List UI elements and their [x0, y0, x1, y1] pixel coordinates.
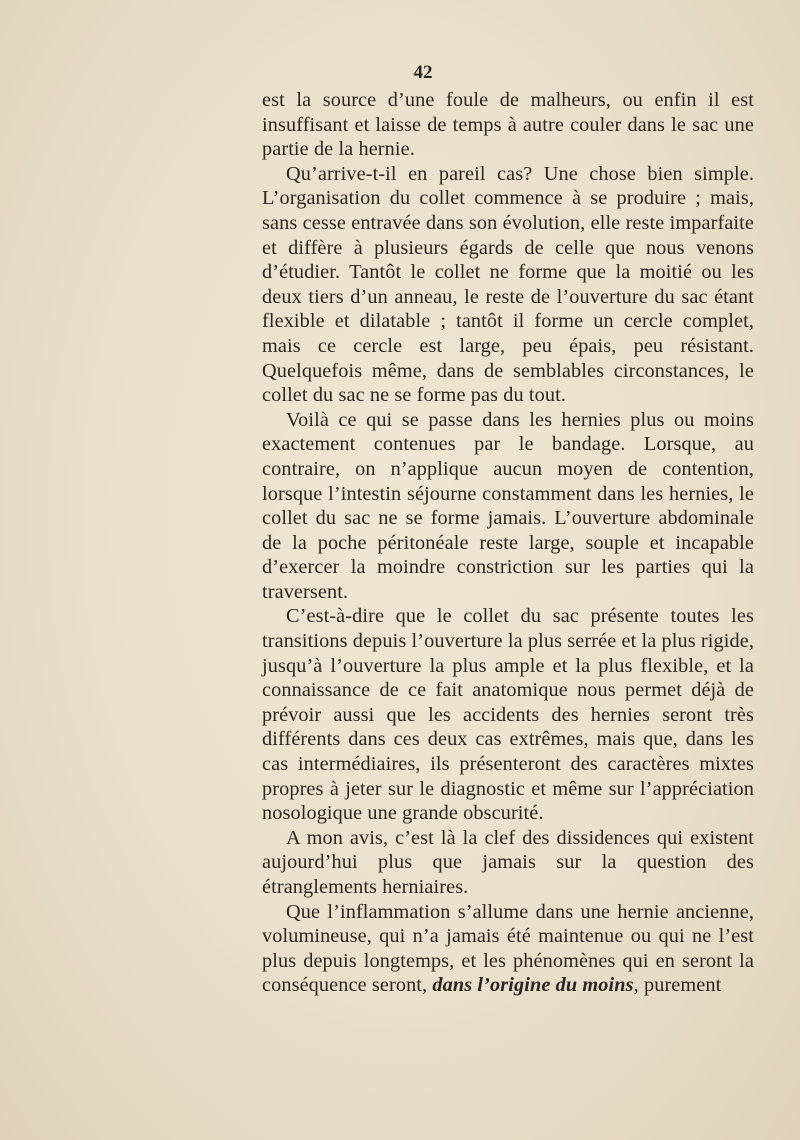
- paragraph-6-text: Que l’inflammation s’allume dans une hernie ancienne, volumineuse, qui n’a jamais été maintenue ou qui ne l’est plus depuis longtemps, et les phénomènes qui en seront la conséquence seront,: [262, 900, 754, 997]
- page-number: 42: [413, 62, 433, 83]
- paragraph-2: Qu’arrive-t-il en pareil cas? Une chose bien simple. L’organisation du collet commence à se produire ; mais, sans cesse entravée dans son évolution, elle reste imparfaite et diffère à plusieurs égards de celle que nous venons d’étudier. Tantôt le collet ne forme que la moitié ou les deux tiers d’un anneau, le reste de l’ouverture du sac étant flexible et dilatable ; tantôt il forme un cercle complet, mais ce cercle est large, peu épais, peu résistant. Quelquefois même, dans de semblables circonstances, le collet du sac ne se forme pas du tout.: [262, 162, 754, 407]
- paragraph-6-tail: , purement: [633, 974, 722, 997]
- paragraph-5: A mon avis, c’est là la clef des dissidences qui existent aujourd’hui plus que jamais sur la question des étranglements herniaires.: [262, 826, 754, 898]
- paragraph-6-emphasis: dans l’origine du moins: [432, 974, 634, 997]
- paragraph-1: est la source d’une foule de malheurs, ou enfin il est insuffisant et laisse de temps à autre couler dans le sac une partie de la hernie.: [262, 89, 754, 161]
- paragraph-3: Voilà ce qui se passe dans les hernies plus ou moins exactement contenues par le bandage. Lorsque, au contraire, on n’applique aucun moyen de contention, lorsque l’intestin séjourne constamment dans les hernies, le collet du sac ne se forme jamais. L’ouverture abdominale de la poche péritonéale reste large, souple et incapable d’exercer la moindre constriction sur les parties qui la traversent.: [262, 408, 754, 603]
- paragraph-4: C’est-à-dire que le collet du sac présente toutes les transitions depuis l’ouverture la plus serrée et la plus rigide, jusqu’à l’ouverture la plus ample et la plus flexible, et la connaissance de ce fait anatomique nous permet déjà de prévoir aussi que les accidents des hernies seront très différents dans ces deux cas extrêmes, mais que, dans les cas intermédiaires, ils présenteront des caractères mixtes propres à jeter sur le diagnostic et même sur l’appréciation nosologique une grande obscurité.: [262, 605, 754, 825]
- paragraph-6: [262, 900, 754, 998]
- body-text: [262, 88, 754, 998]
